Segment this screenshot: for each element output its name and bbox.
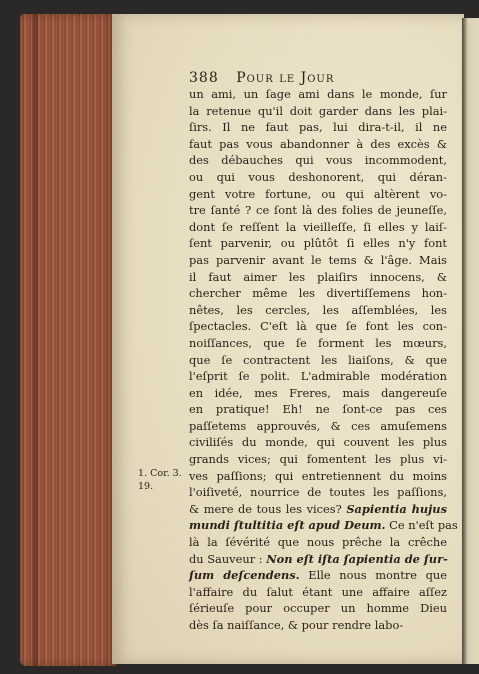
text-line: civiliſés du monde, qui couvent les plus: [189, 435, 447, 450]
text-line: tre ſanté ? ce ſont là des folies de jeuneſſe,: [189, 203, 447, 218]
text-line: ou qui vous deshonorent, qui déran-: [189, 169, 447, 184]
text-line: nêtes, les cercles, les aſſemblées, les: [189, 302, 447, 317]
text-line: ves paſſions; qui entretiennent du moins: [189, 468, 447, 483]
text-line: il faut aimer les plaiſirs innocens, &: [189, 269, 447, 284]
facing-page-edge: [462, 18, 479, 664]
text-line: paſſetems approuvés, & ces amuſemens: [189, 418, 447, 433]
text-line: faut pas vous abandonner à des excès &: [189, 136, 447, 151]
text-line: un ami, un ſage ami dans le monde, ſur: [189, 87, 447, 101]
text-line: pas parvenir avant le tems & l'âge. Mais: [189, 252, 447, 267]
text-line: ſent parvenir, ou plûtôt ſi elles n'y font: [189, 236, 447, 251]
text-line: en pratique! Eh! ne ſont-ce pas ces: [189, 402, 447, 417]
text-line: noiſſances, que ſe forment les mœurs,: [189, 335, 447, 350]
text-line: ſérieuſe pour occuper un homme Dieu: [189, 601, 447, 616]
margin-reference-verse: 19.: [138, 481, 154, 492]
running-header: [189, 70, 334, 86]
text-line: que ſe contractent les liaiſons, & que: [189, 352, 447, 367]
book-page-edges: [20, 14, 116, 666]
text-line: dont ſe reſſent la vieilleſſe, ſi elles y laiſ-: [189, 219, 447, 234]
text-line: l'affaire du ſalut étant une affaire aſſez: [189, 584, 447, 599]
margin-reference: 1. Cor. 3.: [138, 468, 182, 479]
text-line: des débauches qui vous incommodent,: [189, 153, 447, 168]
text-line: ſpectacles. C'eſt là que ſe font les con-: [189, 319, 447, 334]
text-line-latin: mundi ſtultitia eſt apud Deum. Ce n'eſt pas: [189, 518, 458, 533]
running-title: Pour le Jour: [236, 70, 335, 86]
text-line-latin: du Sauveur : Non eſt iſta ſapientia de ſur-: [189, 551, 448, 566]
text-line-latin: ſum deſcendens. Elle nous montre que: [189, 568, 447, 583]
text-line: chercher même les divertiſſemens hon-: [189, 286, 447, 301]
text-line: l'eſprit ſe polit. L'admirable modération: [189, 369, 447, 384]
text-line: gent votre fortune, ou qui altèrent vo-: [189, 186, 447, 201]
text-line: ſirs. Il ne faut pas, lui dira-t-il, il ne: [189, 120, 447, 135]
text-line: en idée, mes Freres, mais dangereuſe: [189, 385, 447, 400]
text-line: dès ſa naiſſance, & pour rendre labo-: [189, 618, 404, 632]
body-text: [189, 86, 458, 634]
text-line: l'oiſiveté, nourrice de toutes les paſſions,: [189, 485, 447, 500]
text-line: là la ſévérité que nous prêche la crêche: [189, 535, 447, 550]
text-line-latin: & mere de tous les vices? Sapientia hujus: [189, 501, 447, 516]
text-line: la retenue qu'il doit garder dans les plai-: [189, 103, 447, 118]
text-line: grands vices; qui fomentent les plus vi-: [189, 452, 447, 467]
page-number: 388: [189, 70, 219, 86]
